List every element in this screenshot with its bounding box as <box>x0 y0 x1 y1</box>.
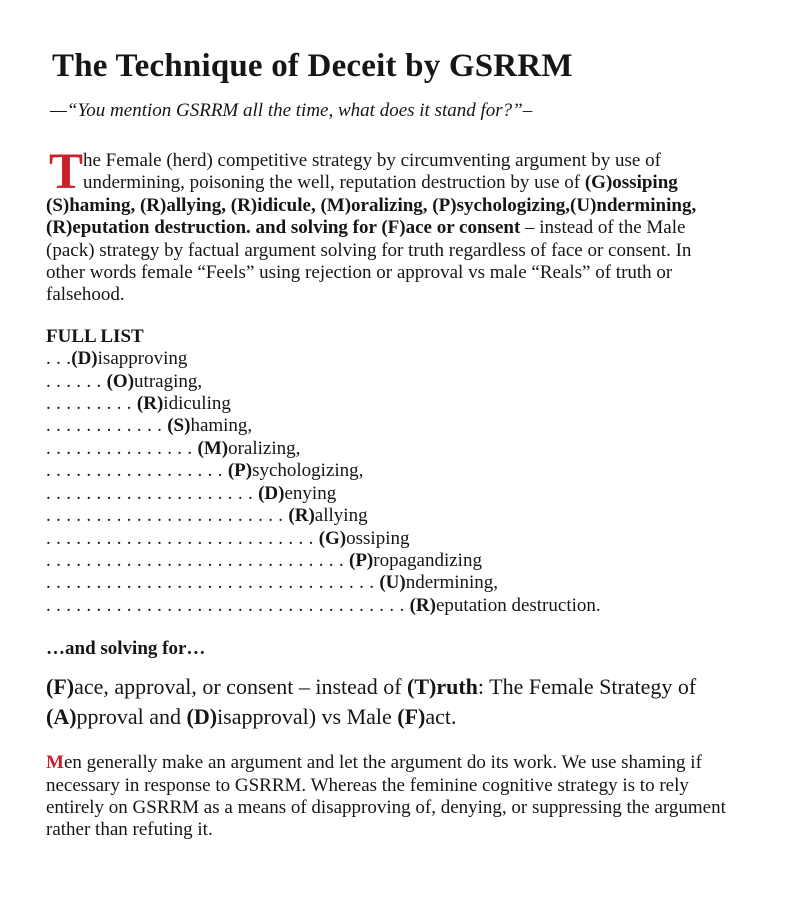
list-item-initial: (D) <box>71 348 98 370</box>
full-list-item <box>46 550 756 572</box>
text-segment: (D) <box>186 704 218 730</box>
text-line <box>46 150 756 172</box>
text-line <box>46 702 756 732</box>
text-segment: (A) <box>46 704 77 730</box>
text-segment: (G)ossiping <box>584 172 678 194</box>
list-item-label: utraging, <box>134 370 203 392</box>
leader-dots: . . . <box>46 348 72 370</box>
text-segment: falsehood. <box>46 284 125 306</box>
full-list-heading: FULL LIST <box>46 325 144 347</box>
list-item-label: eputation destruction. <box>436 594 601 616</box>
full-list-item <box>46 595 756 617</box>
text-segment: necessary in response to GSRRM. Whereas the feminine cognitive strategy is to rely <box>46 774 689 796</box>
list-item-initial: (P) <box>349 549 374 571</box>
text-segment: (R)eputation destruction. and solving for (F)ace or consent <box>46 217 521 239</box>
text-segment: (S)haming, (R)allying, (R)idicule, (M)oralizing, (P)sychologizing,(U)ndermining, <box>46 194 697 216</box>
leader-dots: . . . . . . <box>46 370 107 392</box>
strategy-definition-paragraph <box>46 144 756 307</box>
red-initial-letter: M <box>46 752 64 774</box>
page-title: The Technique of Deceit by GSRRM <box>52 48 573 84</box>
full-list-item <box>46 505 756 527</box>
text-segment: pproval and <box>76 704 187 730</box>
text-line <box>46 752 756 774</box>
text-segment: he Female (herd) competitive strategy by circumventing argument by use of <box>83 150 661 171</box>
text-segment: entirely on GSRRM as a means of disapproving of, denying, or suppressing the argument <box>46 796 726 818</box>
list-item-initial: (U) <box>379 572 406 594</box>
list-item-label: sychologizing, <box>252 460 364 482</box>
solving-for-label: …and solving for… <box>46 638 206 660</box>
list-item-initial: (G) <box>318 527 347 549</box>
leader-dots: . . . . . . . . . . . . . . . . . . <box>46 460 228 482</box>
leader-dots: . . . . . . . . . . . . . . . . . . . . . <box>46 482 259 504</box>
full-list-item <box>46 460 756 482</box>
leader-dots: . . . . . . . . . . . . . . . . . . . . . . . . . . . . . . . . . . . . <box>46 594 410 616</box>
text-segment: undermining, poisoning the well, reputation destruction by use of <box>83 172 585 194</box>
full-list-item <box>46 528 756 550</box>
list-item-label: oralizing, <box>228 437 301 459</box>
text-segment: : The Female Strategy of <box>477 674 697 700</box>
text-line <box>46 797 756 819</box>
text-segment: (T)ruth <box>407 674 478 700</box>
full-list-item <box>46 572 756 594</box>
text-segment: en generally make an argument and let the argument do its work. We use shaming if <box>63 752 702 774</box>
full-list-item <box>46 415 756 437</box>
text-segment: – instead of the Male <box>520 217 686 239</box>
list-item-initial: (R) <box>288 505 315 527</box>
list-item-label: enying <box>284 482 337 504</box>
leader-dots: . . . . . . . . . . . . . . . . . . . . . . . . . . . <box>46 527 319 549</box>
list-item-initial: (P) <box>227 460 253 482</box>
text-segment: (F) <box>397 704 426 730</box>
text-segment: other words female “Feels” using rejection or approval vs male “Reals” of truth or <box>46 262 673 284</box>
list-item-label: isapproving <box>97 348 188 370</box>
list-item-label: ndermining, <box>405 572 499 594</box>
list-item-initial: (R) <box>409 594 436 616</box>
intro-quote: —“You mention GSRRM all the time, what does it stand for?”– <box>50 100 533 121</box>
text-segment: (pack) strategy by factual argument solving for truth regardless of face or consent. In <box>46 239 692 261</box>
text-segment: rather than refuting it. <box>46 819 213 841</box>
list-item-initial: (R) <box>136 393 164 415</box>
leader-dots: . . . . . . . . . <box>46 393 137 415</box>
list-item-label: haming, <box>190 415 253 437</box>
leader-dots: . . . . . . . . . . . . . . . <box>46 437 198 459</box>
leader-dots: . . . . . . . . . . . . . . . . . . . . . . . . <box>46 505 289 527</box>
text-line <box>46 819 756 841</box>
dropcap-letter: T <box>49 144 84 200</box>
text-segment: isapproval) vs Male <box>217 704 398 730</box>
face-vs-truth-paragraph <box>46 672 756 732</box>
list-item-initial: (S) <box>167 415 191 437</box>
list-item-label: allying <box>314 505 368 527</box>
list-item-initial: (D) <box>258 482 285 504</box>
closing-paragraph <box>46 752 756 842</box>
leader-dots: . . . . . . . . . . . . . . . . . . . . . . . . . . . . . . <box>46 549 349 571</box>
leader-dots: . . . . . . . . . . . . <box>46 415 168 437</box>
list-item-initial: (O) <box>106 370 135 392</box>
text-line <box>46 217 756 239</box>
full-list <box>46 348 756 617</box>
full-list-item <box>46 348 756 370</box>
list-item-label: ossiping <box>346 527 410 549</box>
text-segment: act. <box>425 704 457 730</box>
text-line <box>46 240 756 262</box>
text-line <box>46 672 756 702</box>
list-item-label: ropagandizing <box>373 549 482 571</box>
text-segment: ace, approval, or consent – instead of <box>74 674 408 700</box>
text-line <box>46 172 756 194</box>
text-line <box>46 262 756 284</box>
full-list-item <box>46 438 756 460</box>
text-line <box>46 195 756 217</box>
text-line <box>46 284 756 306</box>
list-item-initial: (M) <box>197 437 229 459</box>
list-item-label: idiculing <box>163 393 231 415</box>
full-list-item <box>46 483 756 505</box>
text-line <box>46 775 756 797</box>
full-list-item <box>46 371 756 393</box>
text-segment: (F) <box>46 674 75 700</box>
full-list-item <box>46 393 756 415</box>
leader-dots: . . . . . . . . . . . . . . . . . . . . . . . . . . . . . . . . . <box>46 572 380 594</box>
